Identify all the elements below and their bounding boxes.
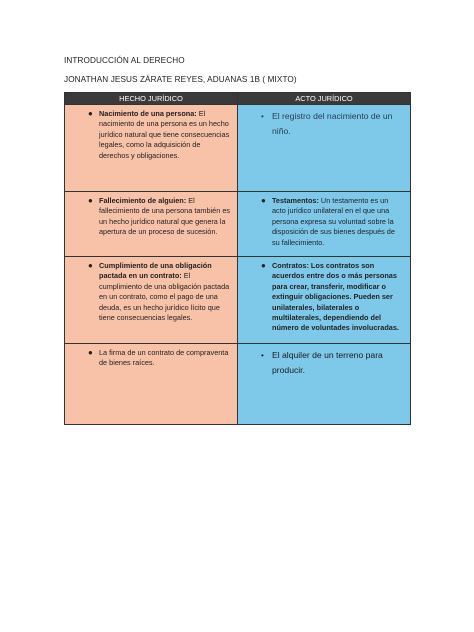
list-item	[88, 196, 231, 238]
table-row	[65, 105, 411, 192]
table-header-row	[65, 93, 411, 105]
list-item	[261, 348, 404, 378]
item-text: El alquiler de un terreno para producir.	[272, 350, 383, 375]
acto-cell	[238, 257, 411, 344]
comparison-table	[64, 92, 411, 425]
hecho-cell	[65, 257, 238, 344]
bullet-icon: ●	[88, 196, 93, 205]
item-heading: Testamentos:	[272, 196, 319, 205]
acto-cell	[238, 105, 411, 192]
acto-cell	[238, 344, 411, 425]
item-text: El cumplimiento de una obligación pactada en un contrato, como el pago de una deuda, es un hecho jurídico lícito que tiene consecuencias legales.	[99, 271, 230, 323]
header-hecho-juridico: HECHO JURÍDICO	[65, 93, 238, 105]
bullet-icon: ●	[88, 348, 93, 357]
item-text: El fallecimiento de una persona también es un hecho jurídico natural que genera la apertura de un proceso de sucesión.	[99, 196, 231, 237]
hecho-cell	[65, 192, 238, 257]
item-heading: Contratos:	[272, 261, 309, 270]
list-item	[88, 109, 231, 161]
hecho-cell	[65, 344, 238, 425]
document-title: INTRODUCCIÓN AL DERECHO	[64, 56, 185, 65]
list-item	[88, 261, 231, 323]
item-text: El nacimiento de una persona es un hecho jurídico natural que tiene consecuencias legales, como la adquisición de derechos y obligaciones.	[99, 109, 230, 160]
bullet-icon: •	[261, 112, 264, 121]
hecho-cell	[65, 105, 238, 192]
item-text: Un testamento es un acto jurídico unilateral en el que una persona expresa su voluntad sobre la disposición de sus bienes después de su fallecimiento.	[272, 196, 395, 247]
list-item	[88, 348, 231, 369]
list-item	[261, 261, 404, 334]
bullet-icon: ●	[88, 109, 93, 118]
bullet-icon: •	[261, 351, 264, 360]
bullet-icon: ●	[261, 261, 266, 270]
item-heading: Fallecimiento de alguien:	[99, 196, 187, 205]
table-row	[65, 192, 411, 257]
list-item	[261, 196, 404, 248]
acto-cell	[238, 192, 411, 257]
header-acto-juridico: ACTO JURÍDICO	[238, 93, 411, 105]
item-text: La firma de un contrato de compraventa de bienes raíces.	[99, 348, 229, 368]
item-heading: Nacimiento de una persona:	[99, 109, 197, 118]
item-heading: Cumplimiento de una obligación pactada en un contrato:	[99, 261, 212, 281]
item-text: Los contratos son acuerdos entre dos o más personas para crear, transferir, modificar o extinguir obligaciones. Pueden ser unilaterales, bilaterales o multilaterales, dependiendo del número de voluntades involucradas.	[272, 261, 399, 333]
bullet-icon: ●	[261, 196, 266, 205]
author-line: JONATHAN JESUS ZÁRATE REYES, ADUANAS 1B ( MIXTO)	[64, 75, 297, 84]
item-text: El registro del nacimiento de un niño.	[272, 111, 393, 136]
table-row	[65, 257, 411, 344]
bullet-icon: ●	[88, 261, 93, 270]
list-item	[261, 109, 404, 139]
table-row	[65, 344, 411, 425]
